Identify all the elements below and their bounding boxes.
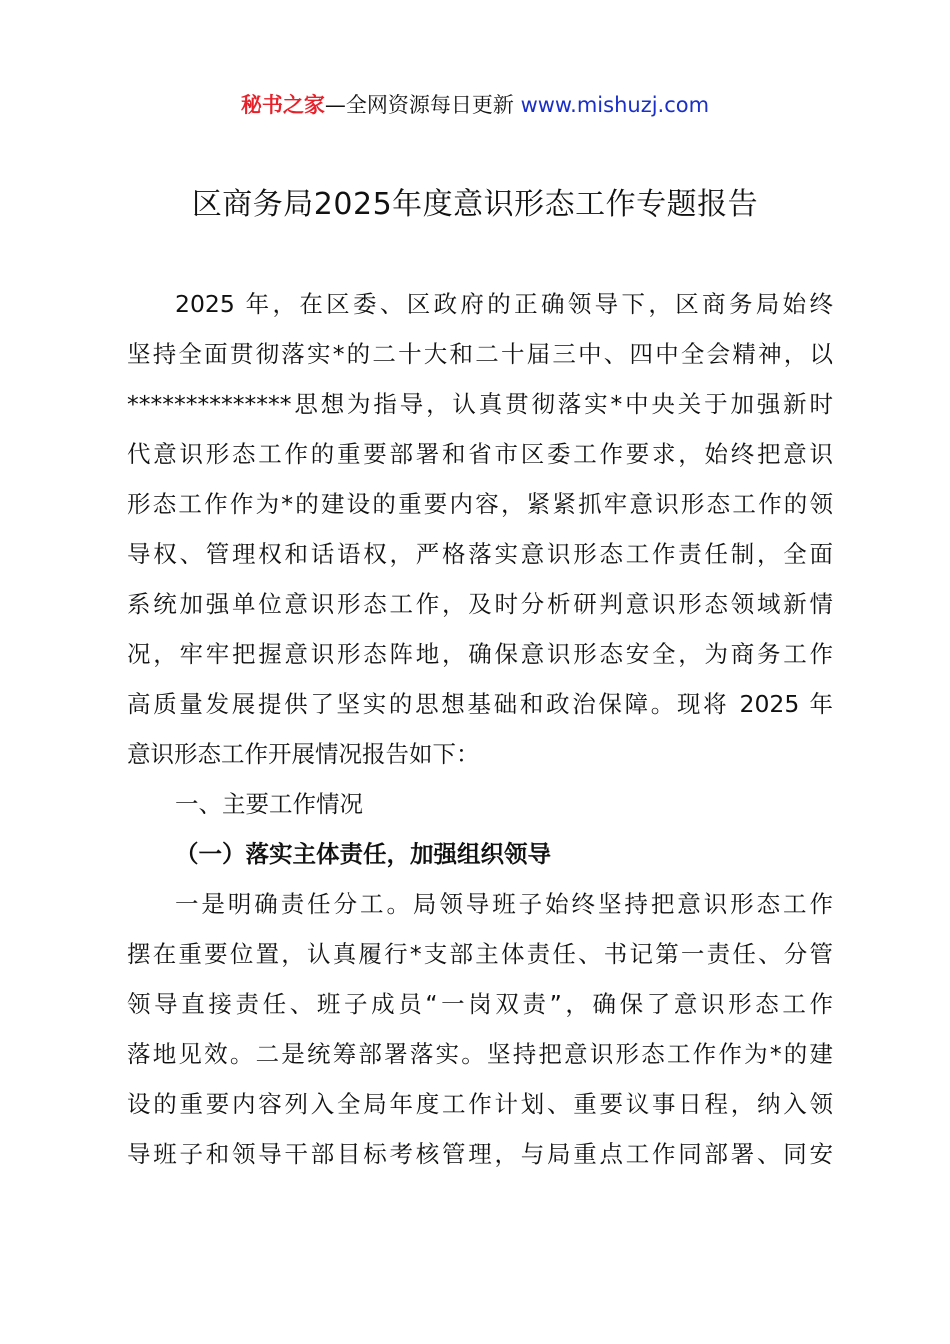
site-header <box>0 90 950 120</box>
paragraph-line: 导班子和领导干部目标考核管理，与局重点工作同部署、同安 <box>127 1140 833 1168</box>
document-title: 区商务局2025年度意识形态工作专题报告 <box>191 187 759 222</box>
subsection-heading <box>127 829 833 879</box>
paragraph-line: 况，牢牢把握意识形态阵地，确保意识形态安全，为商务工作 <box>127 640 833 668</box>
paragraph-line: 导权、管理权和话语权，严格落实意识形态工作责任制，全面 <box>127 540 833 568</box>
intro-paragraph <box>127 279 833 779</box>
paragraph-line: 代意识形态工作的重要部署和省市区委工作要求，始终把意识 <box>127 440 833 468</box>
paragraph-line: 一是明确责任分工。局领导班子始终坚持把意识形态工作 <box>175 890 833 918</box>
paragraph-line: 形态工作作为*的建设的重要内容，紧紧抓牢意识形态工作的领 <box>127 490 833 518</box>
paragraph-line: **************思想为指导，认真贯彻落实*中央关于加强新时 <box>127 390 833 418</box>
paragraph-line: 领导直接责任、班子成员“一岗双责”，确保了意识形态工作 <box>127 990 833 1018</box>
paragraph-line: 设的重要内容列入全局年度工作计划、重要议事日程，纳入领 <box>127 1090 833 1118</box>
paragraph-line: 摆在重要位置，认真履行*支部主体责任、书记第一责任、分管 <box>127 940 833 968</box>
site-url-link[interactable]: www.mishuzj.com <box>520 93 710 117</box>
paragraph-line: 坚持全面贯彻落实*的二十大和二十届三中、四中全会精神，以 <box>127 340 833 368</box>
brand-name: 秘书之家 <box>240 93 325 117</box>
paragraph-line: 意识形态工作开展情况报告如下： <box>127 740 480 768</box>
paragraph-line: 落地见效。二是统筹部署落实。坚持把意识形态工作作为*的建 <box>127 1040 833 1068</box>
section-heading <box>127 779 833 829</box>
document-body <box>127 279 833 1179</box>
paragraph-line: 系统加强单位意识形态工作，及时分析研判意识形态领域新情 <box>127 590 833 618</box>
work-paragraph <box>127 879 833 1179</box>
paragraph-line: 高质量发展提供了坚实的思想基础和政治保障。现将 2025 年 <box>127 690 833 718</box>
subsection-heading-text: （一）落实主体责任，加强组织领导 <box>175 840 551 868</box>
paragraph-line: 2025 年，在区委、区政府的正确领导下，区商务局始终 <box>175 290 833 318</box>
section-heading-text: 一、主要工作情况 <box>175 790 363 818</box>
header-tagline: —全网资源每日更新 <box>324 93 521 117</box>
